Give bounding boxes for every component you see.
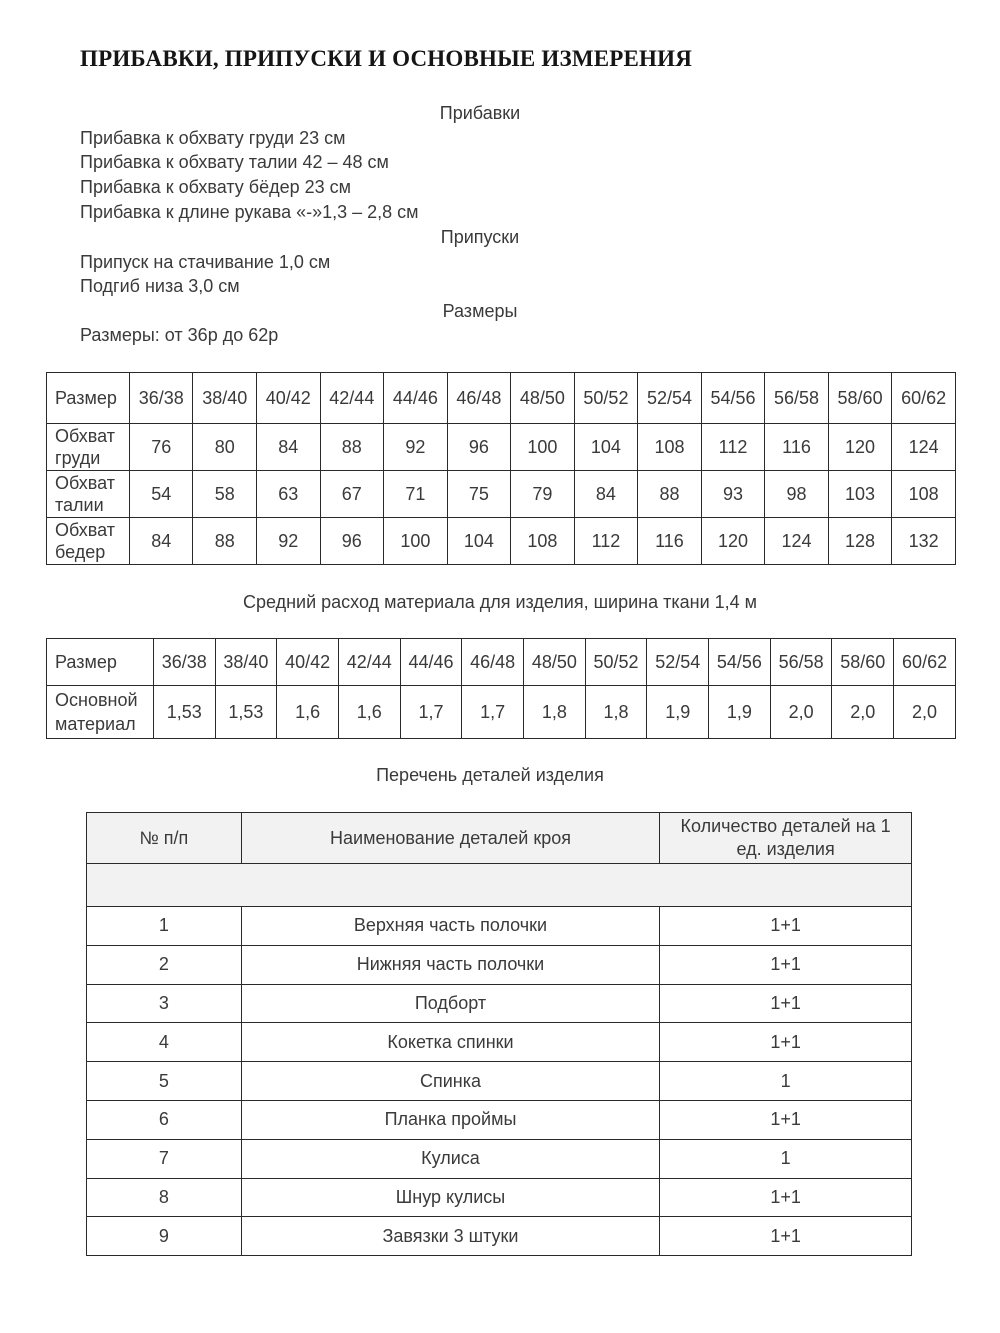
table-row [87,945,912,984]
row-label: Основной материал [47,686,154,739]
sizes-heading: Размеры [442,301,518,321]
part-num: 1 [87,907,242,946]
cell: 100 [511,424,575,471]
size-header: 38/40 [193,373,257,424]
cell: 75 [447,471,511,518]
table-row [87,1178,912,1217]
part-num: 2 [87,945,242,984]
size-header: 58/60 [832,639,894,686]
size-header: 58/60 [828,373,892,424]
part-num: 8 [87,1178,242,1217]
cell: 1,8 [524,686,586,739]
cell: 108 [638,424,702,471]
cell: 84 [574,471,638,518]
table-row [87,1217,912,1256]
cell: 84 [129,518,193,565]
cell: 1,53 [215,686,277,739]
part-name: Кокетка спинки [241,1023,659,1062]
sizes-line: Размеры: от 36р до 62р [80,325,279,345]
cell: 1,6 [338,686,400,739]
cell: 71 [384,471,448,518]
cell: 1,9 [709,686,771,739]
cell: 2,0 [770,686,832,739]
cell: 92 [257,518,321,565]
cell: 1,8 [585,686,647,739]
part-num: 3 [87,984,242,1023]
cell: 124 [765,518,829,565]
allowance-line: Подгиб низа 3,0 см [80,276,240,296]
cell: 63 [257,471,321,518]
part-name: Завязки 3 штуки [241,1217,659,1256]
size-header: 56/58 [770,639,832,686]
cell: 116 [765,424,829,471]
table-row [87,1139,912,1178]
cell: 1,7 [462,686,524,739]
table-row [87,907,912,946]
cell: 79 [511,471,575,518]
cell: 104 [447,518,511,565]
empty-cell [87,864,912,907]
table-row [87,1062,912,1101]
cell: 84 [257,424,321,471]
size-header: 48/50 [511,373,575,424]
part-qty: 1 [660,1062,912,1101]
allowance-line: Припуск на стачивание 1,0 см [80,252,331,272]
size-header: 54/56 [701,373,765,424]
part-qty: 1+1 [660,1217,912,1256]
cell: 124 [892,424,956,471]
part-qty: 1+1 [660,907,912,946]
cell: 2,0 [832,686,894,739]
addition-line: Прибавка к обхвату бёдер 23 см [80,177,352,197]
part-name: Планка проймы [241,1100,659,1139]
addition-line: Прибавка к обхвату талии 42 – 48 см [80,152,389,172]
table-header-row [47,373,956,424]
cell: 96 [447,424,511,471]
cell: 120 [828,424,892,471]
cell: 93 [701,471,765,518]
size-header: 50/52 [585,639,647,686]
header-num: № п/п [87,813,242,864]
size-header: 46/48 [447,373,511,424]
cell: 67 [320,471,384,518]
cell: 1,9 [647,686,709,739]
size-header: 38/40 [215,639,277,686]
table-row [87,984,912,1023]
cell: 1,7 [400,686,462,739]
cell: 1,53 [153,686,215,739]
size-header: 48/50 [524,639,586,686]
consumption-caption: Средний расход материала для изделия, ширина ткани 1,4 м [242,592,758,612]
cell: 128 [828,518,892,565]
table-row [47,686,956,739]
cell: 112 [701,424,765,471]
additions-heading: Прибавки [439,103,521,123]
row-label: Обхват груди [47,424,130,471]
cell: 104 [574,424,638,471]
table-row-empty [87,864,912,907]
size-header: 42/44 [320,373,384,424]
part-qty: 1+1 [660,1023,912,1062]
part-qty: 1 [660,1139,912,1178]
cell: 1,6 [277,686,339,739]
size-header: 54/56 [709,639,771,686]
header-name: Наименование деталей кроя [241,813,659,864]
size-header: 36/38 [153,639,215,686]
consumption-table [46,638,956,739]
cell: 108 [892,471,956,518]
table-row [47,471,956,518]
measurements-table [46,372,956,565]
table-header-row [47,639,956,686]
part-name: Спинка [241,1062,659,1101]
part-name: Подборт [241,984,659,1023]
table-row [87,1023,912,1062]
header-qty: Количество деталей на 1 ед. изделия [660,813,912,864]
part-num: 9 [87,1217,242,1256]
table-row [87,1100,912,1139]
size-header: 56/58 [765,373,829,424]
part-qty: 1+1 [660,1178,912,1217]
page-title: ПРИБАВКИ, ПРИПУСКИ И ОСНОВНЫЕ ИЗМЕРЕНИЯ [80,46,693,71]
part-name: Кулиса [241,1139,659,1178]
cell: 96 [320,518,384,565]
header-label: Размер [47,373,130,424]
cell: 132 [892,518,956,565]
header-label: Размер [47,639,154,686]
row-label: Обхват талии [47,471,130,518]
cell: 112 [574,518,638,565]
part-num: 6 [87,1100,242,1139]
cell: 54 [129,471,193,518]
cell: 92 [384,424,448,471]
cell: 76 [129,424,193,471]
part-qty: 1+1 [660,984,912,1023]
part-name: Нижняя часть полочки [241,945,659,984]
part-num: 5 [87,1062,242,1101]
size-header: 36/38 [129,373,193,424]
cell: 108 [511,518,575,565]
size-header: 44/46 [400,639,462,686]
parts-caption: Перечень деталей изделия [376,765,604,785]
cell: 88 [193,518,257,565]
part-num: 4 [87,1023,242,1062]
part-qty: 1+1 [660,1100,912,1139]
part-qty: 1+1 [660,945,912,984]
table-row [47,424,956,471]
cell: 58 [193,471,257,518]
cell: 80 [193,424,257,471]
size-header: 40/42 [277,639,339,686]
size-header: 44/46 [384,373,448,424]
cell: 88 [638,471,702,518]
cell: 2,0 [894,686,956,739]
part-name: Верхняя часть полочки [241,907,659,946]
cell: 103 [828,471,892,518]
size-header: 40/42 [257,373,321,424]
cell: 98 [765,471,829,518]
addition-line: Прибавка к обхвату груди 23 см [80,128,346,148]
size-header: 50/52 [574,373,638,424]
table-header-row [87,813,912,864]
addition-line: Прибавка к длине рукава «-»1,3 – 2,8 см [80,202,419,222]
cell: 88 [320,424,384,471]
row-label: Обхват бедер [47,518,130,565]
cell: 100 [384,518,448,565]
parts-table [86,812,912,1256]
cell: 116 [638,518,702,565]
part-num: 7 [87,1139,242,1178]
size-header: 42/44 [338,639,400,686]
size-header: 46/48 [462,639,524,686]
size-header: 52/54 [638,373,702,424]
size-header: 60/62 [894,639,956,686]
table-row [47,518,956,565]
allowances-heading: Припуски [440,227,520,247]
size-header: 60/62 [892,373,956,424]
size-header: 52/54 [647,639,709,686]
part-name: Шнур кулисы [241,1178,659,1217]
cell: 120 [701,518,765,565]
